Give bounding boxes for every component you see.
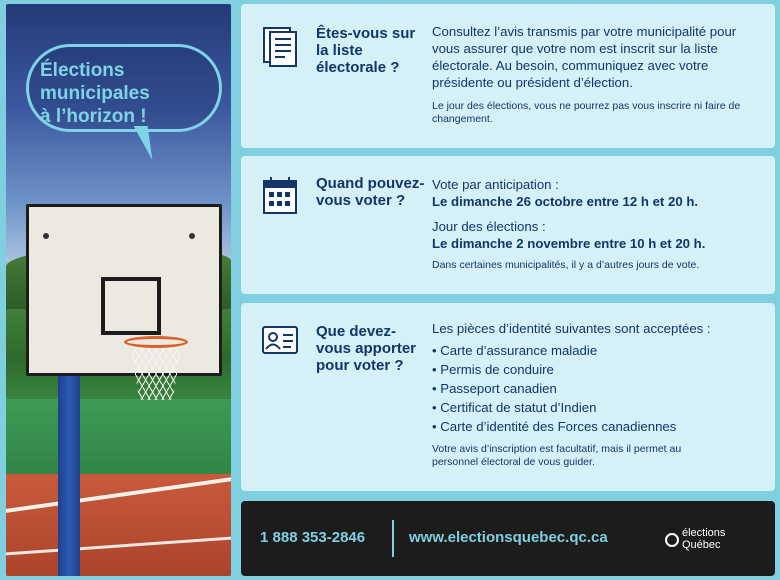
content-voter-list [432, 23, 767, 126]
note-voter-list: Le jour des élections, vous ne pourrez pas vous inscrire ni faire de changement. [432, 100, 741, 125]
banner-title [40, 59, 210, 128]
list-item: • Carte d’assurance maladie [432, 341, 767, 360]
hoop-net [130, 344, 182, 400]
backboard [26, 204, 222, 376]
banner-line3: à l’horizon ! [40, 106, 147, 127]
website-link[interactable]: www.electionsquebec.qc.ca [409, 529, 608, 546]
id-card-icon [261, 319, 301, 363]
content-id-docs [432, 320, 767, 469]
election-label: Jour des élections : [432, 219, 546, 234]
court-red [6, 474, 231, 576]
hoop-post [58, 374, 80, 576]
list-item: • Passeport canadien [432, 379, 767, 398]
calendar-icon [261, 174, 301, 218]
footer-bar [241, 501, 775, 576]
elections-quebec-logo [682, 527, 762, 551]
phone-number[interactable]: 1 888 353-2846 [260, 529, 366, 546]
list-item: • Certificat de statut d’Indien [432, 398, 767, 417]
banner-line1: Élections [40, 60, 125, 81]
list-item: • Carte d’identité des Forces canadiennes [432, 417, 767, 436]
footer-divider [392, 520, 394, 557]
id-list [432, 341, 767, 436]
election-date: Le dimanche 2 novembre entre 10 h et 20 h. [432, 236, 706, 251]
panel-when-vote [241, 156, 775, 294]
logo-line2: Québec [682, 539, 721, 551]
elections-quebec-logo-icon [665, 533, 679, 547]
banner-line2: municipales [40, 83, 150, 104]
backboard-square [101, 277, 161, 335]
heading-id-docs: Que devez-vous apporter pour voter ? [316, 323, 417, 374]
heading-voter-list: Êtes-vous sur la liste électorale ? [316, 25, 416, 76]
backboard-bolt [43, 233, 49, 239]
advance-label: Vote par anticipation : [432, 177, 559, 192]
backboard-bolt [189, 233, 195, 239]
body-voter-list: Consultez l’avis transmis par votre municipalité pour vous assurer que votre nom est inscrit sur la liste électorale. Au besoin, communiquez avec votre présidente ou président d’élection. [432, 24, 737, 90]
advance-date: Le dimanche 26 octobre entre 12 h et 20 h. [432, 194, 699, 209]
panel-voter-list [241, 4, 775, 148]
basketball-photo [6, 4, 231, 576]
note-when-vote: Dans certaines municipalités, il y a d’autres jours de vote. [432, 259, 700, 271]
document-icon [261, 24, 301, 68]
panel-id-docs [241, 303, 775, 491]
note-id-docs: Votre avis d’inscription est facultatif, mais il permet au personnel électoral de vous guider. [432, 443, 682, 468]
logo-line1: élections [682, 527, 726, 539]
list-item: • Permis de conduire [432, 360, 767, 379]
id-intro: Les pièces d’identité suivantes sont acceptées : [432, 321, 711, 336]
heading-when-vote: Quand pouvez-vous voter ? [316, 175, 425, 209]
hoop-rim [124, 336, 188, 348]
content-when-vote [432, 176, 767, 272]
